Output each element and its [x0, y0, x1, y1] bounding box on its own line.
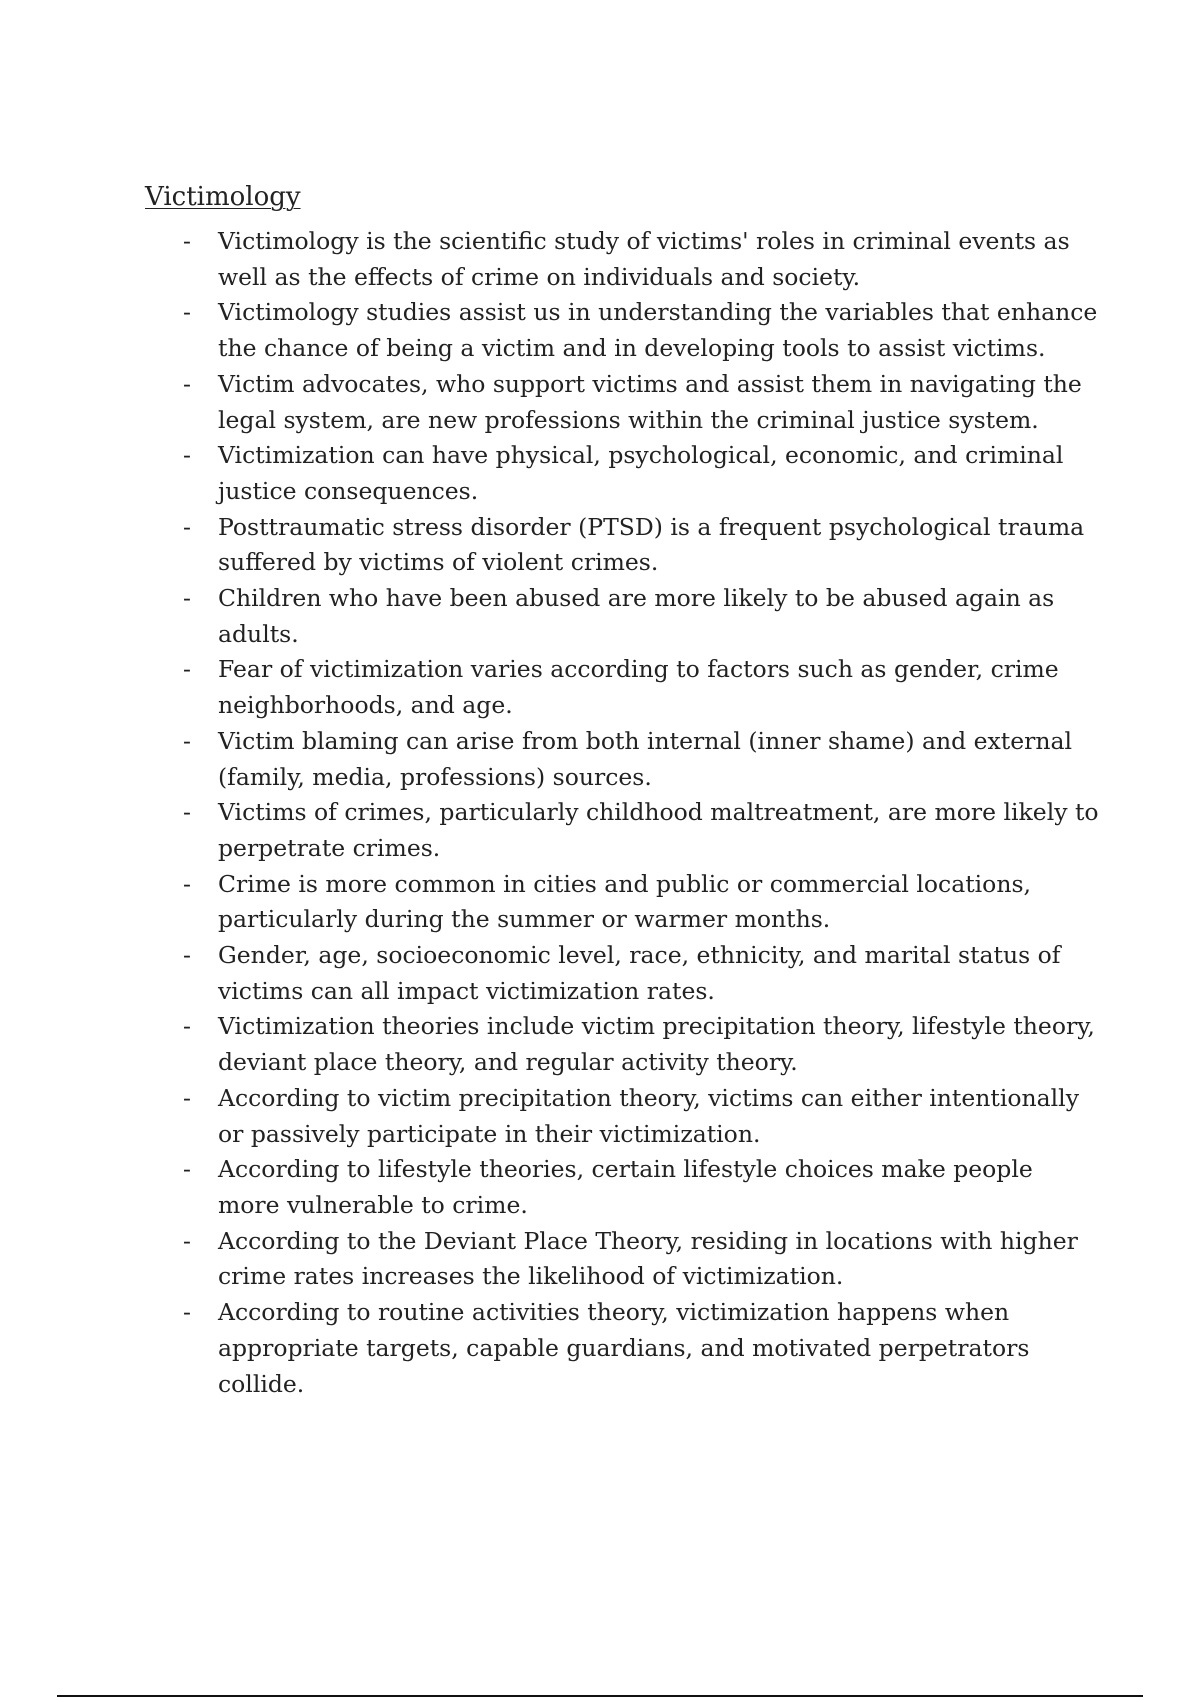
- list-item: [180, 510, 1100, 581]
- dash-bullet-icon: -: [183, 655, 191, 684]
- list-item-text: Victimization theories include victim precipitation theory, lifestyle theory, deviant place theory, and regular activity theory.: [218, 1012, 1095, 1077]
- dash-bullet-icon: -: [183, 1298, 191, 1327]
- list-item-text: Victimology is the scientific study of victims' roles in criminal events as well as the effects of crime on individuals and society.: [218, 227, 1070, 291]
- dash-bullet-icon: -: [183, 1226, 191, 1255]
- dash-bullet-icon: -: [183, 726, 191, 755]
- list-item-text: According to victim precipitation theory, victims can either intentionally or passively participate in their victimization.: [218, 1083, 1079, 1148]
- list-item-text: Victim advocates, who support victims and assist them in navigating the legal system, are new professions within the criminal justice system.: [218, 369, 1082, 434]
- dash-bullet-icon: -: [183, 298, 191, 327]
- bullet-list: [180, 224, 1100, 1402]
- list-item: [180, 1009, 1100, 1080]
- list-item-text: Posttraumatic stress disorder (PTSD) is a frequent psychological trauma suffered by victims of violent crimes.: [218, 512, 1085, 577]
- dash-bullet-icon: -: [183, 227, 191, 255]
- dash-bullet-icon: -: [183, 869, 191, 898]
- list-item-text: Gender, age, socioeconomic level, race, ethnicity, and marital status of victims can all impact victimization rates.: [218, 941, 1061, 1005]
- list-item: [180, 795, 1100, 866]
- list-item-text: According to the Deviant Place Theory, residing in locations with higher crime rates increases the likelihood of victimization.: [218, 1226, 1078, 1291]
- list-item: [180, 938, 1100, 1009]
- list-item-text: Children who have been abused are more likely to be abused again as adults.: [218, 584, 1055, 648]
- list-item-text: According to lifestyle theories, certain lifestyle choices make people more vulnerable to crime.: [218, 1155, 1033, 1219]
- list-item: [180, 1152, 1100, 1223]
- list-item-text: Victims of crimes, particularly childhood maltreatment, are more likely to perpetrate crimes.: [218, 798, 1099, 862]
- list-item-text: Victimology studies assist us in understanding the variables that enhance the chance of being a victim and in developing tools to assist victims.: [218, 298, 1098, 363]
- dash-bullet-icon: -: [183, 941, 191, 970]
- footer-divider: [57, 1695, 1143, 1697]
- list-item: [180, 367, 1100, 438]
- list-item-text: Crime is more common in cities and public or commercial locations, particularly during the summer or warmer months.: [218, 869, 1031, 934]
- list-item-text: According to routine activities theory, victimization happens when appropriate targets, capable guardians, and motivated perpetrators collide.: [218, 1298, 1030, 1398]
- page-title: Victimology: [145, 182, 301, 212]
- dash-bullet-icon: -: [183, 1012, 191, 1041]
- list-item: [180, 295, 1100, 366]
- list-item: [180, 867, 1100, 938]
- list-item: [180, 1224, 1100, 1295]
- dash-bullet-icon: -: [183, 798, 191, 827]
- list-item: [180, 224, 1100, 295]
- dash-bullet-icon: -: [183, 1155, 191, 1184]
- list-item-text: Victim blaming can arise from both internal (inner shame) and external (family, media, professions) sources.: [218, 726, 1073, 791]
- list-item-text: Fear of victimization varies according to factors such as gender, crime neighborhoods, and age.: [218, 655, 1059, 720]
- list-item: [180, 652, 1100, 723]
- dash-bullet-icon: -: [183, 441, 191, 470]
- list-item: [180, 581, 1100, 652]
- list-item: [180, 724, 1100, 795]
- list-item: [180, 1295, 1100, 1402]
- dash-bullet-icon: -: [183, 369, 191, 398]
- dash-bullet-icon: -: [183, 512, 191, 541]
- list-item: [180, 438, 1100, 509]
- dash-bullet-icon: -: [183, 584, 191, 613]
- list-item: [180, 1081, 1100, 1152]
- dash-bullet-icon: -: [183, 1083, 191, 1112]
- list-item-text: Victimization can have physical, psychological, economic, and criminal justice consequences.: [218, 441, 1064, 505]
